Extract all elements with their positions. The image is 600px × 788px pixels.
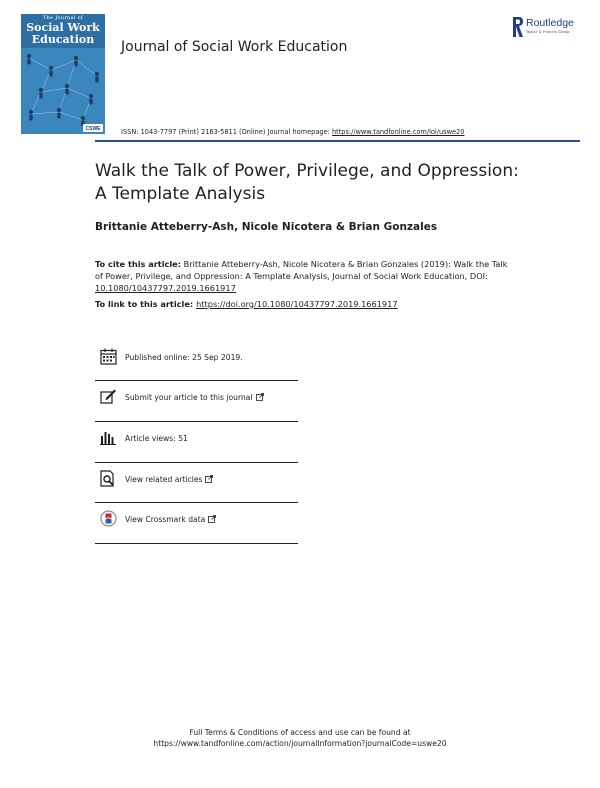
journal-homepage-link[interactable]: https://www.tandfonline.com/loi/uswe20 xyxy=(331,128,465,136)
crossmark-icon xyxy=(100,510,117,527)
submit-article-link[interactable] xyxy=(125,393,264,402)
article-views-row xyxy=(100,429,298,449)
terms-footer xyxy=(0,727,600,749)
journal-name: Journal of Social Work Education xyxy=(121,39,348,55)
info-divider xyxy=(95,380,298,381)
cover-badge: CSWE xyxy=(85,126,101,132)
article-title-line2: A Template Analysis xyxy=(95,184,266,204)
crossmark-link[interactable] xyxy=(125,515,216,524)
footer-line1: Full Terms & Conditions of access and use can be found at xyxy=(189,728,411,737)
submit-article-text: Submit your article to this journal xyxy=(125,393,253,402)
external-link-icon xyxy=(205,475,213,483)
publisher-logo xyxy=(511,16,591,40)
search-document-icon xyxy=(100,470,117,487)
published-online-row xyxy=(100,348,298,368)
external-link-icon xyxy=(208,515,216,523)
article-views-text: Article views: 51 xyxy=(125,434,188,443)
bar-chart-icon xyxy=(100,429,117,446)
cover-title-line1: Social Work xyxy=(26,21,100,34)
citation-block xyxy=(95,258,515,294)
publisher-name: Routledge xyxy=(526,17,574,29)
article-title-line1: Walk the Talk of Power, Privilege, and Oppression: xyxy=(95,161,519,181)
article-link-line xyxy=(95,299,398,309)
info-divider xyxy=(95,462,298,463)
citation-text: Brittanie Atteberry-Ash, Nicole Nicotera & Brian Gonzales (2019): Walk the Talk of Power, Privilege, and Oppression: A Template Analysis, Journal of Social Work Education, DOI: xyxy=(95,259,508,281)
cover-title-line0: The Journal of xyxy=(42,15,84,21)
edit-icon xyxy=(100,388,117,405)
publisher-subtitle: Taylor & Francis Group xyxy=(526,30,570,34)
article-authors: Brittanie Atteberry-Ash, Nicole Nicotera & Brian Gonzales xyxy=(95,221,438,233)
header-divider xyxy=(95,140,580,142)
footer-terms-link[interactable]: https://www.tandfonline.com/action/journalInformation?journalCode=uswe20 xyxy=(153,739,447,748)
info-divider xyxy=(95,421,298,422)
citation-label: To cite this article: xyxy=(95,259,181,269)
routledge-r-icon xyxy=(511,16,524,38)
related-articles-row[interactable] xyxy=(100,470,298,490)
submit-article-row[interactable] xyxy=(100,388,298,408)
journal-cover-image xyxy=(21,14,105,134)
crossmark-text: View Crossmark data xyxy=(125,515,206,524)
published-online-text: Published online: 25 Sep 2019. xyxy=(125,353,243,362)
article-link-label: To link to this article: xyxy=(95,299,194,309)
info-divider xyxy=(95,502,298,503)
article-doi-url-link[interactable]: https://doi.org/10.1080/10437797.2019.1661917 xyxy=(196,299,398,309)
crossmark-row[interactable] xyxy=(100,510,298,530)
article-title xyxy=(95,160,565,206)
related-articles-link[interactable] xyxy=(125,475,213,484)
cover-title xyxy=(21,16,105,45)
citation-doi-link[interactable]: 10.1080/10437797.2019.1661917 xyxy=(95,283,236,293)
cover-title-line2: Education xyxy=(31,33,95,46)
calendar-icon xyxy=(100,348,117,365)
cover-network-illustration xyxy=(21,48,105,134)
issn-text: ISSN: 1043-7797 (Print) 2163-5811 (Online) Journal homepage: xyxy=(121,128,332,136)
issn-line xyxy=(121,128,464,136)
info-divider xyxy=(95,543,298,544)
related-articles-text: View related articles xyxy=(125,475,203,484)
external-link-icon xyxy=(256,393,264,401)
